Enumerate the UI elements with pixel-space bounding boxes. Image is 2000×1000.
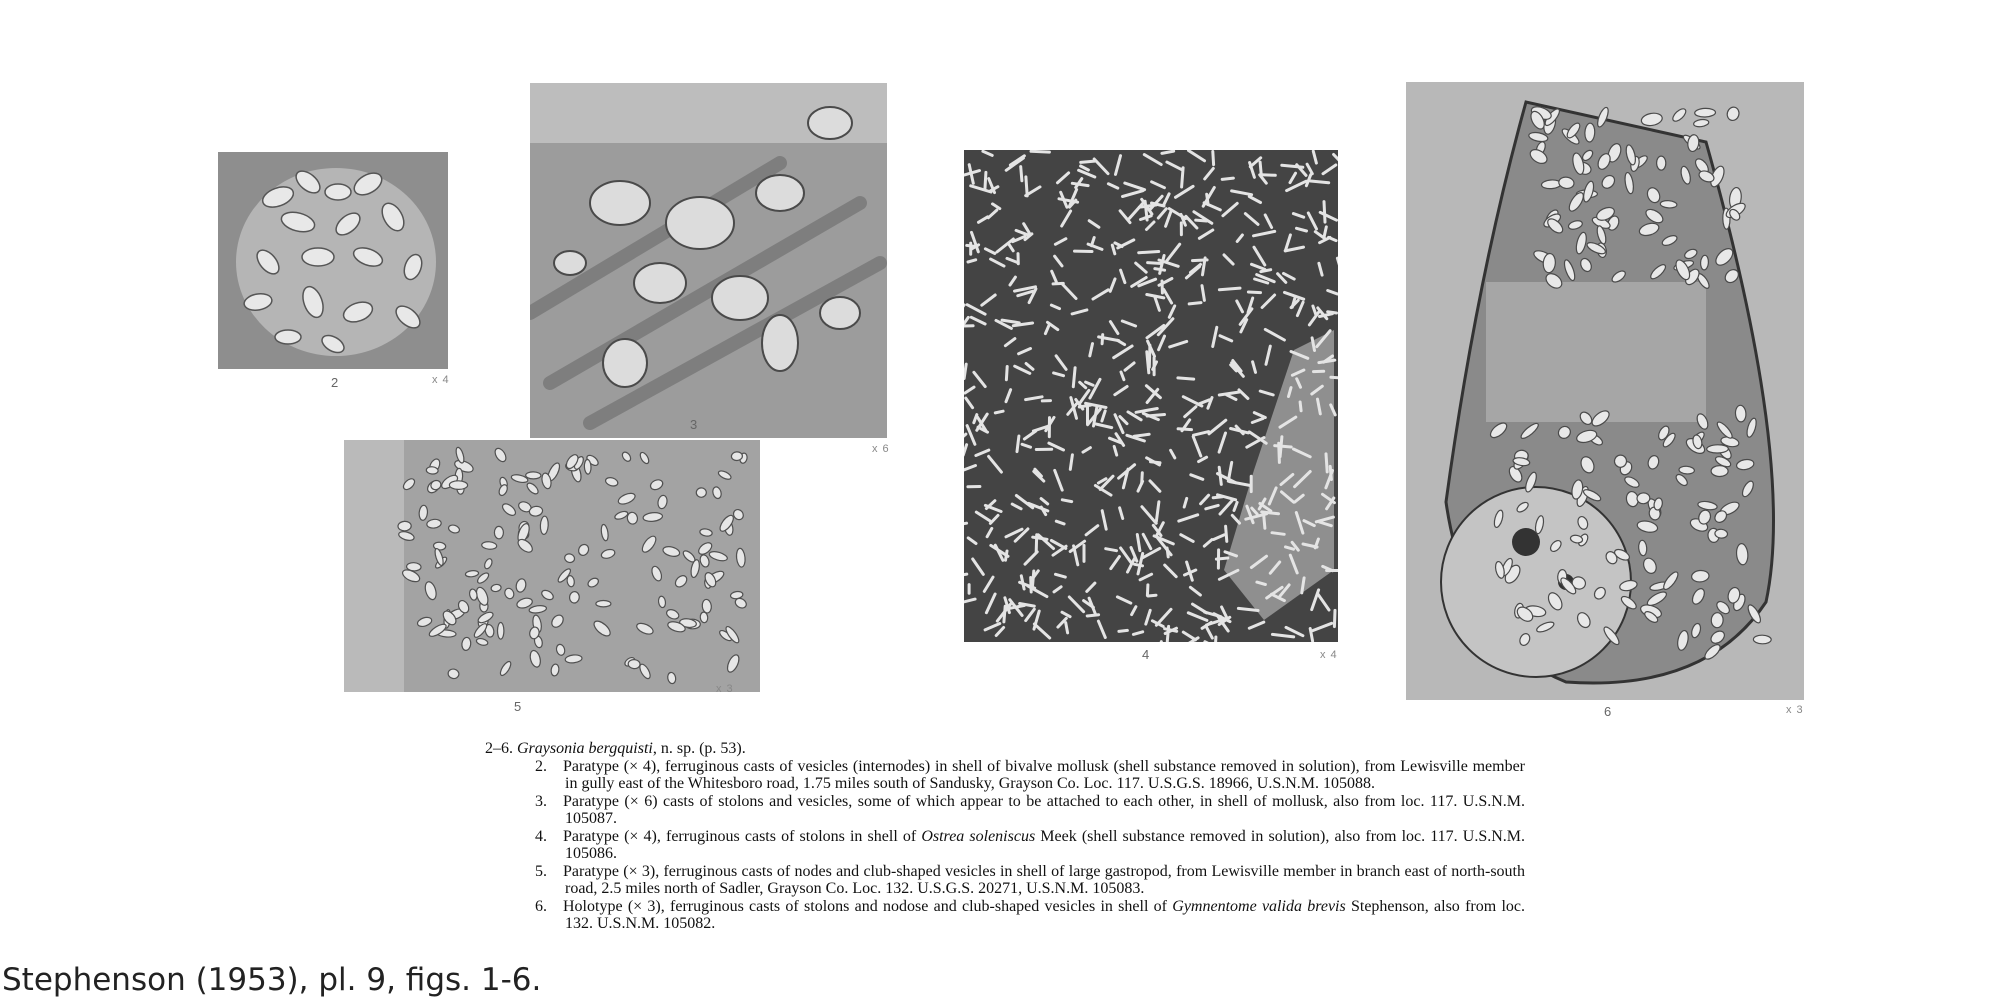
figure-number-2: 2 (331, 375, 339, 390)
figure-number-3: 3 (690, 417, 698, 432)
magnification-label-5: x 3 (716, 683, 734, 695)
fossil-photo-fig-6 (1406, 82, 1804, 700)
caption-entry-text: Paratype (× 4), ferruginous casts of vesicles (internodes) in shell of bivalve mollusk (shell substance removed in solution), from Lewisville member in gully east of the Whitesboro road, 1.75 miles south of Sandusky, Grayson Co. Loc. 117. U.S.G.S. 18966, U.S.N.M. 105088. (563, 758, 1525, 792)
figure-number-5: 5 (514, 699, 522, 714)
caption-entry-3 (485, 793, 1525, 827)
caption-entry-4 (485, 828, 1525, 862)
caption-entry-number: 5. (535, 863, 547, 880)
magnification-label-3: x 6 (872, 443, 890, 455)
caption-entry-text-cont: Meek (shell substance removed in solution), also from loc. 117. U.S.N.M. 105086. (565, 828, 1526, 862)
magnification-label-2: x 4 (432, 374, 450, 386)
fossil-photo-fig-5 (344, 440, 760, 692)
caption-entry-6 (485, 898, 1525, 932)
caption-entry-text: Holotype (× 3), ferruginous casts of stolons and nodose and club-shaped vesicles in shell of (563, 898, 1173, 915)
caption-entry-text: Paratype (× 6) casts of stolons and vesicles, some of which appear to be attached to each other, in shell of mollusk, also from loc. 117. U.S.N.M. 105087. (563, 793, 1525, 827)
caption-heading (485, 740, 1525, 757)
caption-entry-5 (485, 863, 1525, 897)
fossil-photo-fig-3 (530, 83, 887, 438)
caption-heading-rest: , n. sp. (p. 53). (652, 740, 746, 757)
caption-entry-number: 4. (535, 828, 547, 845)
caption-entry-number: 2. (535, 758, 547, 775)
magnification-label-6: x 3 (1786, 704, 1804, 716)
caption-entry-text: Paratype (× 4), ferruginous casts of stolons in shell of (563, 828, 922, 845)
caption-heading-number: 2–6. (485, 740, 513, 757)
caption-entry-text: Paratype (× 3), ferruginous casts of nodes and club-shaped vesicles in shell of large gastropod, from Lewisville member in branch east of north-south road, 2.5 miles north of Sadler, Grayson Co. Loc. 132. U.S.G.S. 20271, U.S.N.M. 105083. (563, 863, 1525, 897)
caption-entry-number: 6. (535, 898, 547, 915)
caption-entry-2 (485, 758, 1525, 792)
source-citation: Stephenson (1953), pl. 9, figs. 1-6. (2, 962, 542, 998)
plate-caption (485, 740, 1525, 933)
caption-entry-species: Ostrea soleniscus (921, 828, 1036, 845)
caption-species-name: Graysonia bergquisti (517, 740, 653, 757)
magnification-label-4: x 4 (1320, 649, 1338, 661)
caption-entry-species: Gymnentome valida brevis (1172, 898, 1346, 915)
figure-number-6: 6 (1604, 704, 1612, 719)
caption-entry-text-cont: Stephenson, also from loc. 132. U.S.N.M. 105082. (565, 898, 1525, 932)
caption-entry-number: 3. (535, 793, 547, 810)
figure-number-4: 4 (1142, 647, 1150, 662)
fossil-photo-fig-4 (964, 150, 1338, 642)
fossil-photo-fig-2 (218, 152, 448, 369)
